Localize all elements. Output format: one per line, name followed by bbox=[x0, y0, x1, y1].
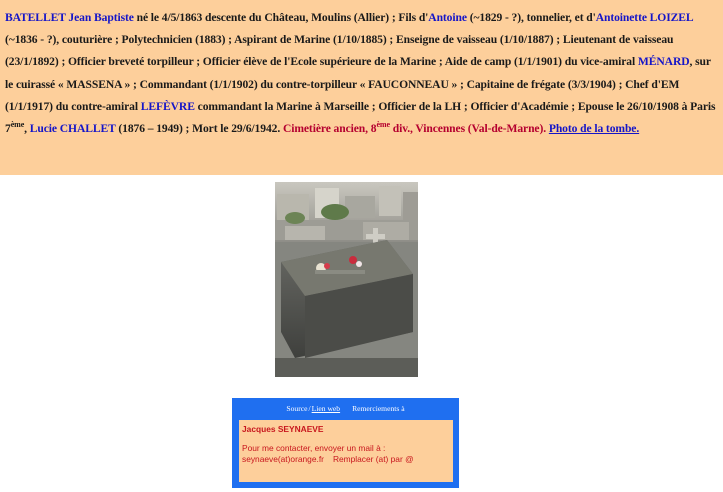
bio-text: , sur le cuirassé « MASSENA » ; Commandant (1/1/1902) du contre-torpilleur « FAUCONNEAU » ; Capitaine de frégate (3/3/1904) ; Chef d'EM (1/1/1917) du contre-amiral bbox=[5, 55, 711, 113]
contact-name: Jacques SEYNAEVE bbox=[242, 424, 324, 434]
contact-box bbox=[239, 420, 453, 482]
credits-links bbox=[232, 404, 459, 413]
spacer bbox=[242, 435, 451, 443]
father-link[interactable]: Antoine bbox=[428, 11, 467, 24]
cemetery-text: div., Vincennes (Val-de-Marne). bbox=[389, 122, 547, 136]
credits-panel bbox=[232, 398, 459, 488]
subject-name: BATELLET Jean Baptiste bbox=[5, 11, 134, 24]
bio-text: , bbox=[24, 122, 30, 136]
contact-email[interactable]: seynaeve(at)orange.fr bbox=[242, 454, 324, 464]
contact-email-row bbox=[242, 454, 451, 465]
bio-text: (~1829 - ?), tonnelier, et d' bbox=[466, 11, 596, 24]
bio-text: commandant la Marine à Marseille ; Officier de la LH ; Officier d'Académie ; Epouse le 26/10/1908 à Paris 7 bbox=[5, 99, 716, 136]
ordinal-suffix: ème bbox=[376, 120, 390, 130]
thanks-label: Remerciements à bbox=[352, 404, 405, 413]
contact-instruction: Pour me contacter, envoyer un mail à : bbox=[242, 443, 386, 453]
bio-text: (~1836 - ?), couturière ; Polytechnicien (1883) ; Aspirant de Marine (1/10/1885) ; Enseigne de vaisseau (1/10/1887) ; Lieutenant de vaisseau (23/1/1892) ; Officier breveté torpilleur ; Officier élève de l'Ecole supérieure de la Marine ; Aide de camp (1/1/1901) du vice-amiral bbox=[5, 33, 674, 69]
grave-photo-image bbox=[275, 182, 418, 377]
spouse-link[interactable]: Lucie CHALLET bbox=[29, 122, 116, 136]
menard-link[interactable]: MÉNARD bbox=[637, 55, 690, 69]
mother-link[interactable]: Antoinette LOIZEL bbox=[595, 11, 693, 24]
replace-hint: Remplacer (at) par @ bbox=[332, 454, 414, 464]
biography-block bbox=[0, 0, 723, 175]
grave-photo bbox=[275, 182, 418, 377]
lefevre-link[interactable]: LEFÈVRE bbox=[140, 99, 195, 113]
web-link[interactable]: Lien web bbox=[311, 404, 341, 413]
ordinal-suffix: ème bbox=[10, 120, 25, 130]
cemetery-text: Cimetière ancien, 8 bbox=[282, 122, 377, 136]
bio-text: (1876 – 1949) ; Mort le 29/6/1942. bbox=[115, 122, 283, 136]
separator: / bbox=[308, 404, 311, 413]
grave-photo-link[interactable]: Photo de la tombe. bbox=[548, 122, 640, 136]
bio-text: né le 4/5/1863 descente du Château, Moulins (Allier) ; Fils d' bbox=[133, 11, 429, 24]
source-label: Source bbox=[286, 404, 308, 413]
